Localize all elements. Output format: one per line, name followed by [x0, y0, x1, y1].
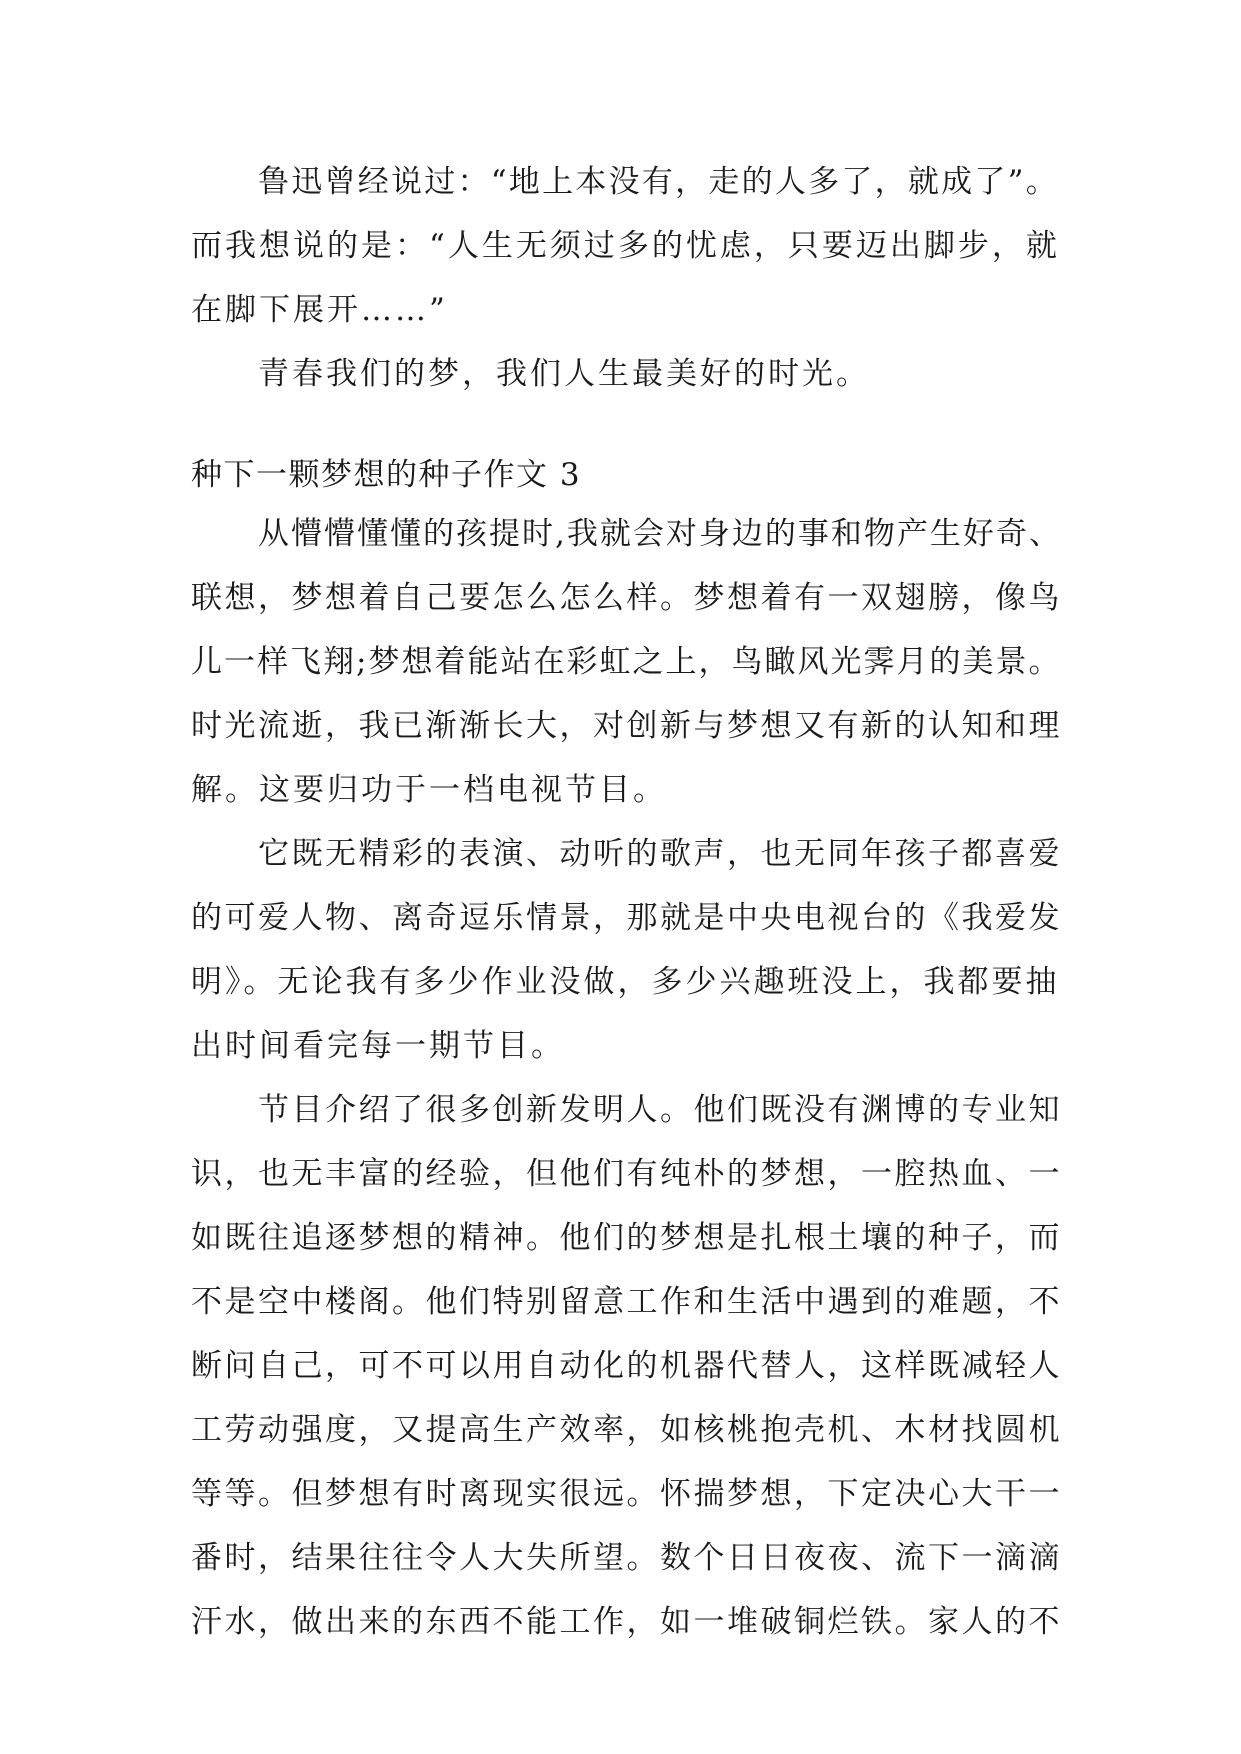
section-heading: 种下一颗梦想的种子作文 3: [191, 457, 582, 493]
paragraph-line: 等等。但梦想有时离现实很远。怀揣梦想，下定决心大干一: [191, 1476, 1062, 1512]
paragraph-line: 鲁迅曾经说过：“地上本没有，走的人多了，就成了”。: [258, 164, 1059, 200]
paragraph-line: 出时间看完每一期节目。: [191, 1028, 565, 1064]
paragraph-line: 而我想说的是：“人生无须过多的忧虑，只要迈出脚步，就: [191, 228, 1060, 264]
paragraph-line: 明》。无论我有多少作业没做，多少兴趣班没上，我都要抽: [191, 964, 1060, 1000]
paragraph-line: 汗水，做出来的东西不能工作，如一堆破铜烂铁。家人的不: [191, 1604, 1062, 1640]
paragraph-line: 的可爱人物、离奇逗乐情景，那就是中央电视台的《我爱发: [191, 900, 1062, 936]
paragraph-line: 儿一样飞翔;梦想着能站在彩虹之上，鸟瞰风光霁月的美景。: [191, 644, 1062, 680]
paragraph-line: 番时，结果往往令人大失所望。数个日日夜夜、流下一滴滴: [191, 1540, 1062, 1576]
paragraph-line: 它既无精彩的表演、动听的歌声，也无同年孩子都喜爱: [258, 836, 1062, 872]
paragraph-line: 解。这要归功于一档电视节目。: [191, 772, 667, 808]
paragraph-line: 不是空中楼阁。他们特别留意工作和生活中遇到的难题，不: [191, 1284, 1062, 1320]
paragraph-line: 工劳动强度，又提高生产效率，如核桃抱壳机、木材找圆机: [191, 1412, 1062, 1448]
paragraph-line: 时光流逝，我已渐渐长大，对创新与梦想又有新的认知和理: [191, 708, 1062, 744]
paragraph-line: 从懵懵懂懂的孩提时,我就会对身边的事和物产生好奇、: [258, 516, 1062, 552]
paragraph-line: 断问自己，可不可以用自动化的机器代替人，这样既减轻人: [191, 1348, 1062, 1384]
paragraph-line: 如既往追逐梦想的精神。他们的梦想是扎根土壤的种子，而: [191, 1220, 1062, 1256]
paragraph-line: 联想，梦想着自己要怎么怎么样。梦想着有一双翅膀，像鸟: [191, 580, 1062, 616]
paragraph-line: 识，也无丰富的经验，但他们有纯朴的梦想，一腔热血、一: [191, 1156, 1062, 1192]
paragraph-line: 节目介绍了很多创新发明人。他们既没有渊博的专业知: [258, 1092, 1062, 1128]
paragraph-line: 青春我们的梦，我们人生最美好的时光。: [258, 356, 870, 392]
paragraph-line: 在脚下展开……”: [191, 292, 448, 328]
